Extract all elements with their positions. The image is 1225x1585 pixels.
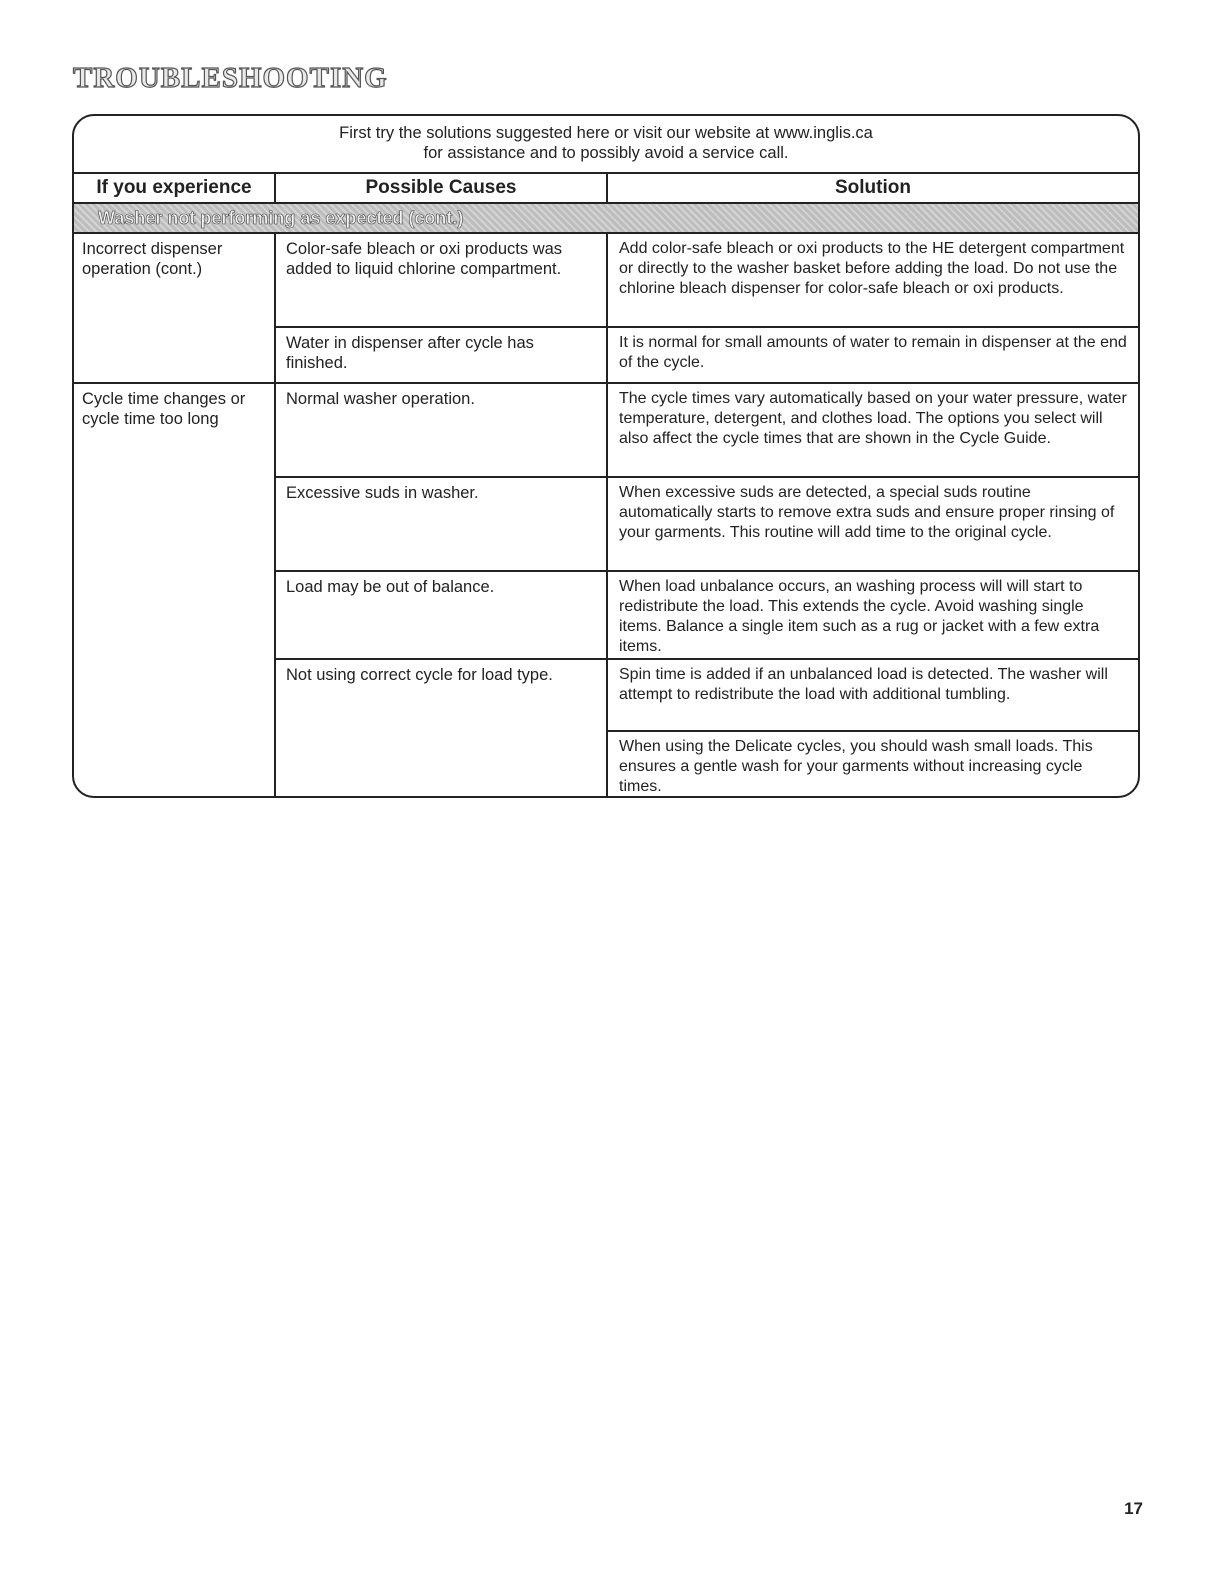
- cause-cell: Color-safe bleach or oxi products was added to liquid chlorine compartment.: [276, 234, 608, 326]
- solution-cell: When load unbalance occurs, an washing process will will start to redistribute the load. This extends the cycle. Avoid washing single items. Balance a single item such as a rug or jacket with a few extra items.: [619, 578, 1100, 655]
- header-experience: If you experience: [74, 174, 276, 202]
- table-header: [74, 174, 1138, 204]
- problem-group: [74, 234, 1138, 384]
- page-number: 17: [1124, 1499, 1143, 1518]
- header-solution: Solution: [835, 177, 911, 198]
- intro-line-1: First try the solutions suggested here or visit our website at www.inglis.ca: [339, 124, 873, 142]
- troubleshooting-table: [72, 114, 1140, 798]
- table-row: [276, 384, 1138, 478]
- intro-line-2: for assistance and to possibly avoid a service call.: [423, 144, 789, 162]
- table-row: [276, 328, 1138, 382]
- table-row: [276, 234, 1138, 328]
- experience-cell: Incorrect dispenser operation (cont.): [74, 234, 276, 382]
- table-row: [276, 572, 1138, 660]
- header-causes: Possible Causes: [276, 174, 608, 202]
- solution-cell: Add color-safe bleach or oxi products to the HE detergent compartment or directly to the washer basket before adding the load. Do not use the chlorine bleach dispenser for color-safe bleach or oxi products.: [619, 240, 1125, 297]
- section-heading: Washer not performing as expected (cont.): [74, 204, 1138, 234]
- cause-cell: Water in dispenser after cycle has finished.: [276, 328, 608, 382]
- intro-text: [74, 116, 1138, 174]
- problem-group: [74, 384, 1138, 798]
- page-title: TROUBLESHOOTING: [73, 62, 388, 94]
- solution-cell: Spin time is added if an unbalanced load is detected. The washer will attempt to redistribute the load with additional tumbling.: [619, 666, 1108, 703]
- solution-cell: When using the Delicate cycles, you should wash small loads. This ensures a gentle wash for your garments without increasing cycle times.: [608, 730, 1138, 798]
- cause-cell: Not using correct cycle for load type.: [276, 660, 608, 798]
- table-row: [276, 478, 1138, 572]
- experience-cell: Cycle time changes or cycle time too long: [74, 384, 276, 798]
- solution-cell: The cycle times vary automatically based on your water pressure, water temperature, detergent, and clothes load. The options you select will also affect the cycle times that are shown in the Cycle Guide.: [619, 390, 1127, 447]
- solution-cell: When excessive suds are detected, a special suds routine automatically starts to remove extra suds and ensure proper rinsing of your garments. This routine will add time to the original cycle.: [619, 484, 1115, 541]
- cause-cell: Normal washer operation.: [276, 384, 608, 476]
- cause-cell: Excessive suds in washer.: [276, 478, 608, 570]
- solution-cell: It is normal for small amounts of water to remain in dispenser at the end of the cycle.: [619, 334, 1127, 371]
- table-row: [276, 660, 1138, 798]
- cause-cell: Load may be out of balance.: [276, 572, 608, 658]
